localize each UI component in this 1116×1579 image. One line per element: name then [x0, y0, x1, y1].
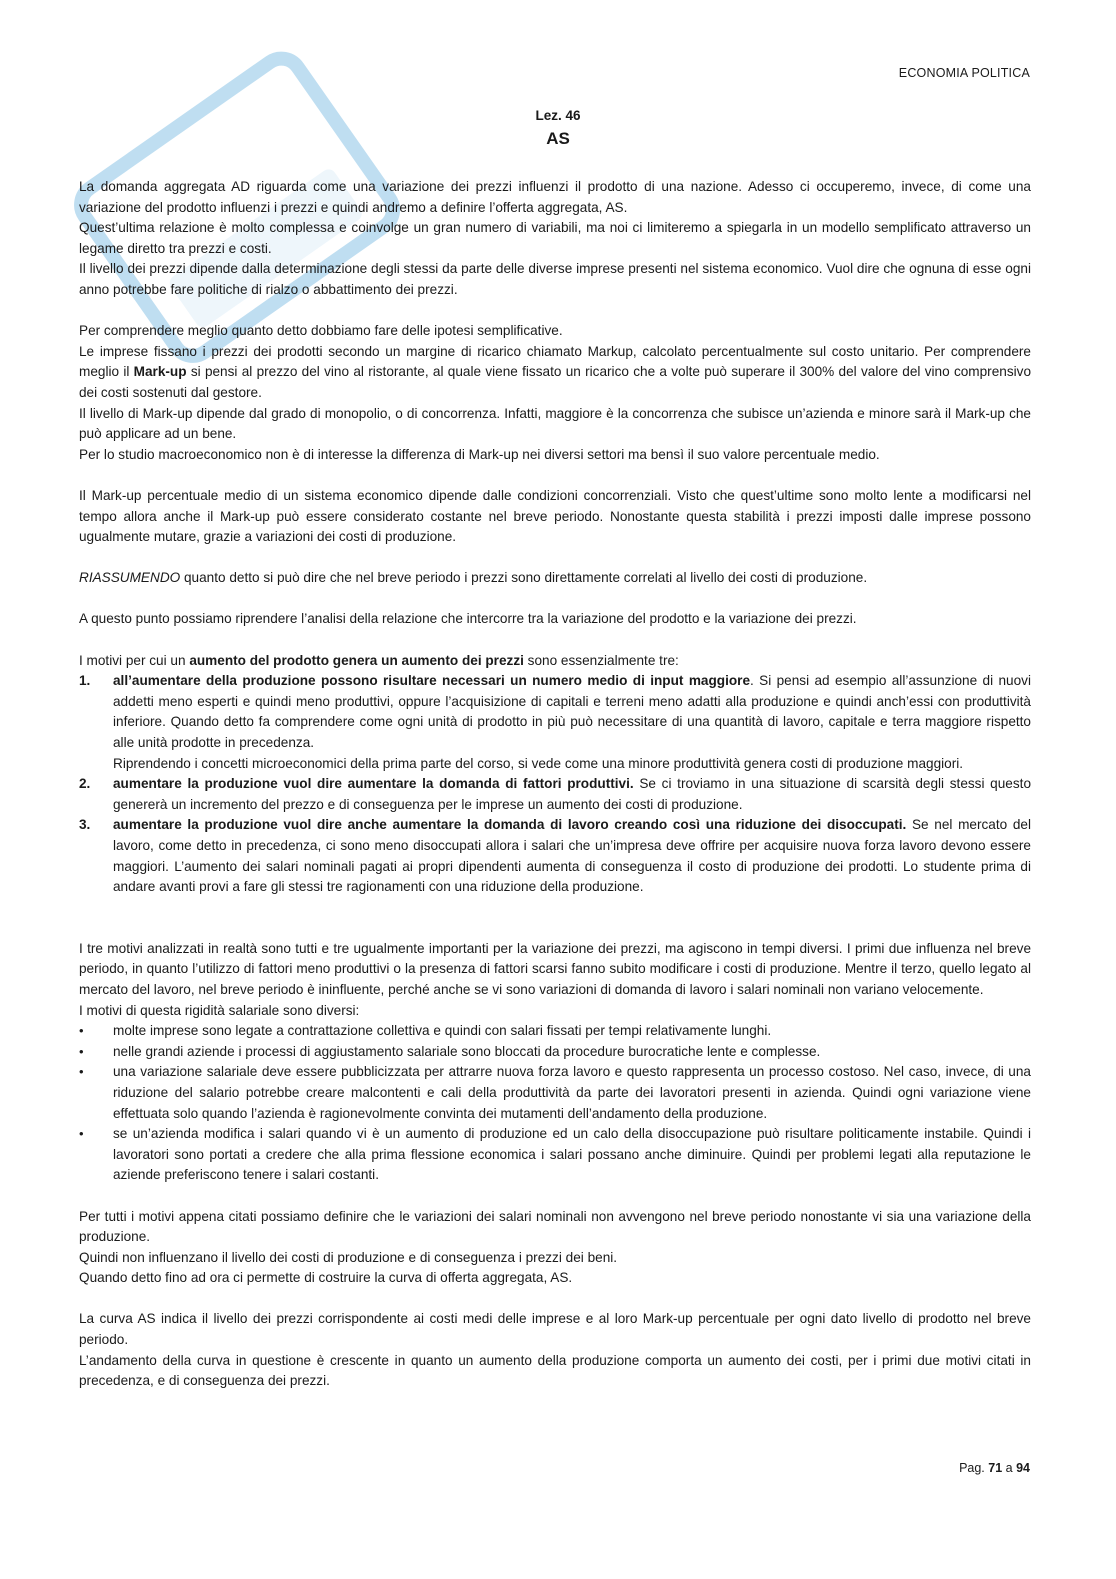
paragraph: L’andamento della curva in questione è crescente in quanto un aumento della produzione comporta un aumento dei costi, per i primi due motivi citati in precedenza, e di conseguenza dei prezzi. — [79, 1352, 1031, 1389]
paragraph: Il livello di Mark-up dipende dal grado di monopolio, o di concorrenza. Infatti, maggiore è la concorrenza che subisce un’azienda e minore sarà il Mark-up che può applicare ad un bene. — [79, 405, 1031, 442]
paragraph: I motivi per cui un aumento del prodotto genera un aumento dei prezzi sono essenzialmente tre: — [79, 652, 679, 668]
numbered-item: 1. all’aumentare della produzione possono risultare necessari un numero medio di input maggiore. Si pensi ad esempio all’assunzione di nuovi addetti meno esperti e quindi meno produttivi, oppure l’acquisizione di capitali e terreni meno adatti alla produzione e quindi anch’essi con produttività inferiore. Quando detto fa comprendere come ogni unità di prodotto in più può necessitare di una quantità di lavoro, capitale e terra maggiore rispetto alle unità prodotte in precedenza. Riprendendo i concetti microeconomici della prima parte del corso, si vede come una minore produttività genera costi di produzione maggiori. — [79, 673, 1031, 771]
paragraph: La curva AS indica il livello dei prezzi corrispondente ai costi medi delle imprese e al loro Mark-up percentuale per ogni dato livello di prodotto nel breve periodo. — [79, 1311, 1031, 1348]
header-subject: ECONOMIA POLITICA — [898, 66, 1030, 80]
paragraph: A questo punto possiamo riprendere l’analisi della relazione che intercorre tra la variazione del prodotto e la variazione dei prezzi. — [79, 611, 857, 627]
bullet-item: • se un’azienda modifica i salari quando vi è un aumento di produzione ed un calo della disoccupazione può risultare politicamente instabile. Quindi i lavoratori sono portati a credere che alla prima flessione economica i salari possano anche diminuire. Quindi per problemi legati alla reputazione le aziende preferiscono tenere i salari costanti. — [79, 1126, 1031, 1183]
paragraph: I motivi di questa rigidità salariale sono diversi: — [79, 1002, 360, 1018]
paragraph: RIASSUMENDO quanto detto si può dire che nel breve periodo i prezzi sono direttamente correlati al livello dei costi di produzione. — [79, 570, 868, 586]
paragraph: La domanda aggregata AD riguarda come una variazione dei prezzi influenzi il prodotto di una nazione. Adesso ci occuperemo, invece, di come una variazione del prodotto influenzi i prezzi e quindi andremo a definire l’offerta aggregata, AS. — [79, 179, 1031, 215]
page-number: Pag. 71 a 94 — [959, 1461, 1030, 1475]
paragraph: Per lo studio macroeconomico non è di interesse la differenza di Mark-up nei diversi settori ma bensì il suo valore percentuale medio. — [79, 446, 880, 462]
numbered-item: 3. aumentare la produzione vuol dire anche aumentare la domanda di lavoro creando così una riduzione dei disoccupati. Se nel mercato del lavoro, come detto in precedenza, ci sono meno disoccupati allora i salari che un’impresa deve offrire per acquisire nuova forza lavoro devono essere maggiori. L’aumento dei salari nominali pagati ai propri dipendenti aumenta di conseguenza il costo di produzione dei prodotti. Lo studente prima di andare avanti provi a fare gli stessi tre ragionamenti con una riduzione della produzione. — [79, 817, 1031, 895]
bullet-item: • una variazione salariale deve essere pubblicizzata per attrarre nuova forza lavoro e questo rappresenta un processo costoso. Nel caso, invece, di una riduzione del salario potrebbe creare malcontenti e cali della produttività da parte dei lavoratori presenti in azienda. Quindi ogni variazione viene effettuata solo quando l’azienda è ragionevolmente convinta dei mutamenti dell’andamento della produzione. — [79, 1064, 1031, 1121]
paragraph: Le imprese fissano i prezzi dei prodotti secondo un margine di ricarico chiamato Markup, calcolato percentualmente sul costo unitario. Per comprendere meglio il Mark-up si pensi al prezzo del vino al ristorante, al quale viene fissato un ricarico che a volte può superare il 300% del valore del vino comprensivo dei costi sostenuti dal gestore. — [79, 343, 1032, 400]
paragraph: Il livello dei prezzi dipende dalla determinazione degli stessi da parte delle diverse imprese presenti nel sistema economico. Vuol dire che ognuna di esse ogni anno potrebbe fare politiche di rialzo o abbattimento dei prezzi. — [79, 261, 1031, 297]
page-title: AS — [546, 129, 570, 148]
paragraph: Per comprendere meglio quanto detto dobbiamo fare delle ipotesi semplificative. — [79, 323, 563, 339]
lesson-number: Lez. 46 — [535, 108, 581, 123]
bullet-item: • nelle grandi aziende i processi di aggiustamento salariale sono bloccati da procedure burocratiche lente e complesse. — [79, 1043, 821, 1059]
numbered-item: 2. aumentare la produzione vuol dire aumentare la domanda di fattori produttivi. Se ci troviamo in una situazione di scarsità degli stessi questo genererà un incremento del prezzo e di conseguenza per le imprese un aumento dei costi di produzione. — [79, 776, 1031, 812]
bullet-item: • molte imprese sono legate a contrattazione collettiva e quindi con salari fissati per tempi relativamente lunghi. — [79, 1023, 772, 1039]
paragraph: Per tutti i motivi appena citati possiamo definire che le variazioni dei salari nominali non avvengono nel breve periodo nonostante vi sia una variazione della produzione. — [79, 1208, 1031, 1245]
paragraph: Quando detto fino ad ora ci permette di costruire la curva di offerta aggregata, AS. — [79, 1270, 573, 1286]
paragraph: Quindi non influenzano il livello dei costi di produzione e di conseguenza i prezzi dei beni. — [79, 1249, 618, 1265]
document-body — [79, 177, 1031, 1392]
paragraph: I tre motivi analizzati in realtà sono tutti e tre ugualmente importanti per la variazione dei prezzi, ma agiscono in tempi diversi. I primi due influenza nel breve periodo, in quanto l’utilizzo di fattori meno produttivi o la presenza di fattori scarsi fanno subito modificare i costi di produzione. Mentre il terzo, quello legato al mercato del lavoro, nel breve periodo è ininfluente, perché anche se vi sono variazioni di domanda di lavoro i salari nominali non variano velocemente. — [79, 940, 1031, 997]
paragraph: Il Mark-up percentuale medio di un sistema economico dipende dalle condizioni concorrenziali. Visto che quest’ultime sono molto lente a modificarsi nel tempo allora anche il Mark-up può essere considerato costante nel breve periodo. Nonostante questa stabilità i prezzi imposti dalle imprese possono ugualmente mutare, grazie a variazioni dei costi di produzione. — [79, 487, 1031, 545]
paragraph: Quest’ultima relazione è molto complessa e coinvolge un gran numero di variabili, ma noi ci limiteremo a spiegarla in un modello semplificato attraverso un legame diretto tra prezzi e costi. — [79, 220, 1031, 256]
